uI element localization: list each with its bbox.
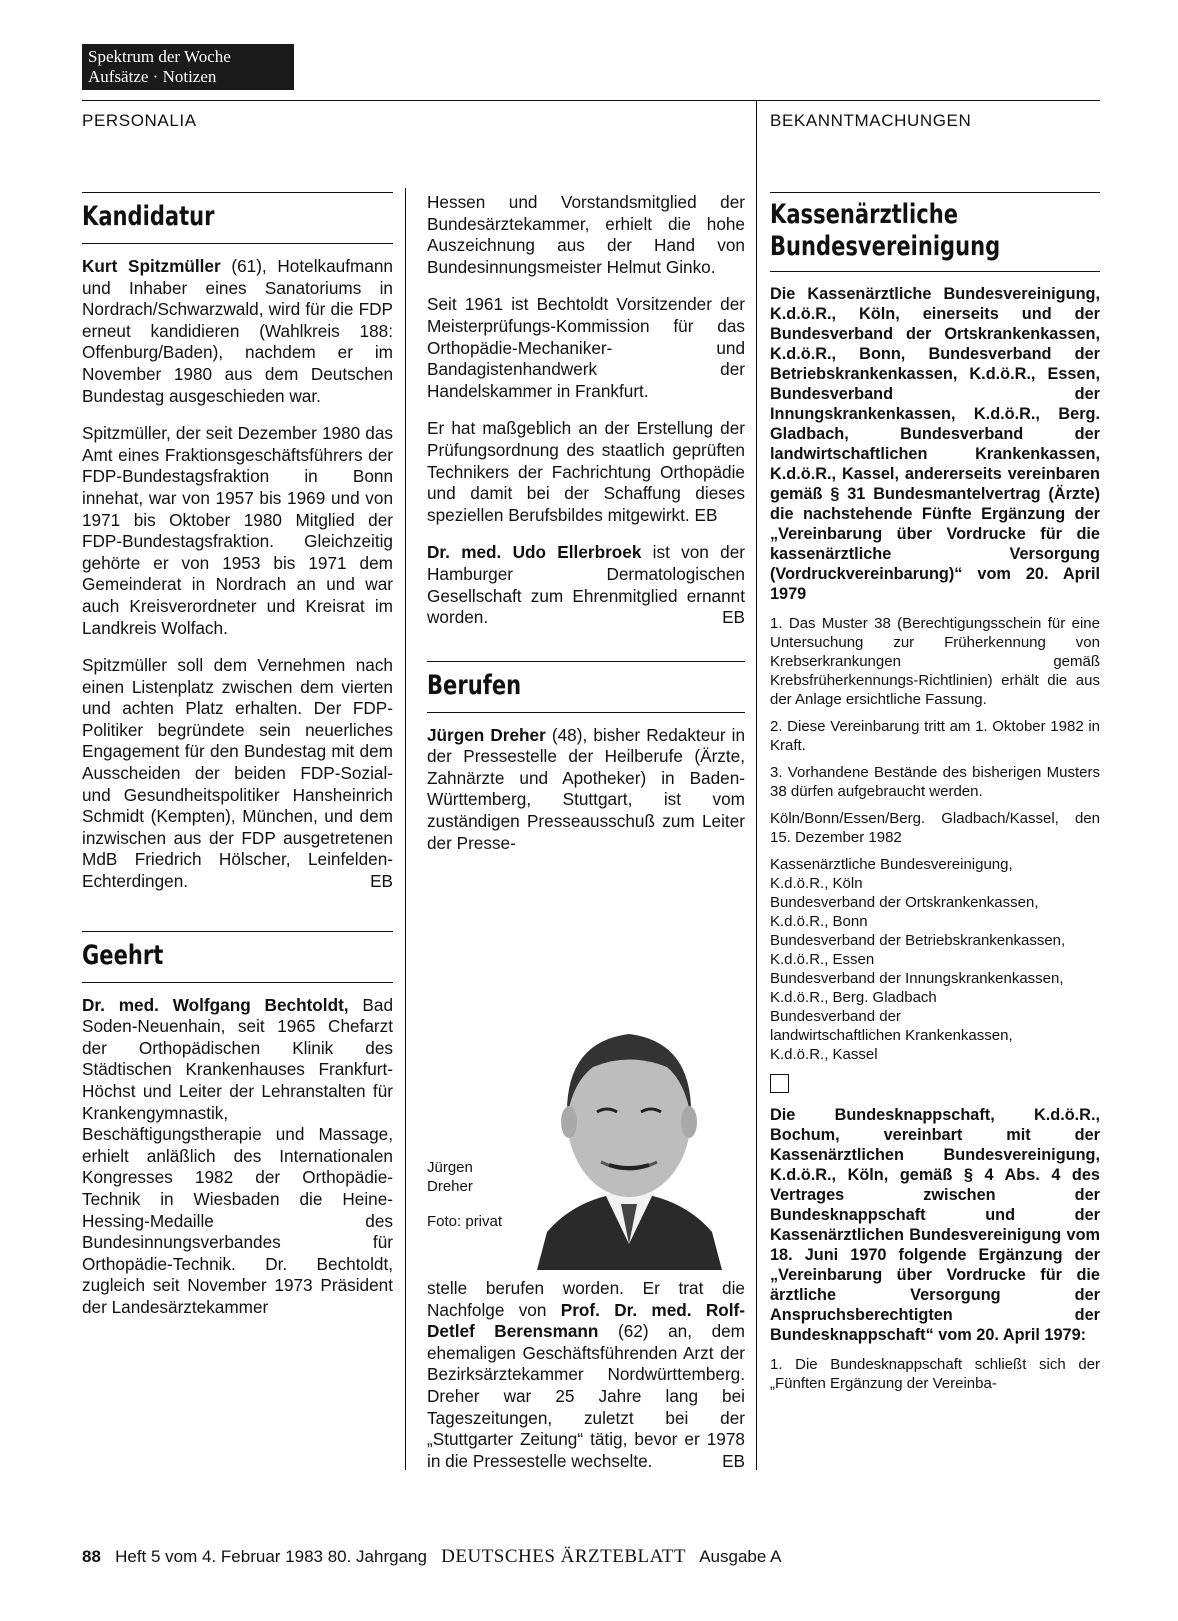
journal-title: DEUTSCHES ÄRZTEBLATT <box>441 1546 686 1567</box>
geehrt-paragraph-3: Er hat maßgeblich an der Erstellung der Prüfungsordnung des staatlich geprüften Technikers der Fachrichtung Orthopädie und damit bei der Schaffung dieses speziellen Berufsbildes mitgewirkt. EB <box>427 418 745 525</box>
signatory-line: landwirtschaftlichen Krankenkassen, <box>770 1027 1013 1044</box>
portrait-photo <box>517 982 742 1270</box>
page-number: 88 <box>82 1547 101 1566</box>
bk-intro: Die Bundesknappschaft, K.d.ö.R., Bochum, vereinbart mit der Kassenärztlichen Bundesvereinigung, K.d.ö.R., Köln, gemäß § 4 Abs. 4 des Vertrages zwischen der Bundesknappschaft und der Kassenärztlichen Bundesvereinigung vom 18. Juni 1970 folgende Ergänzung der „Vereinbarung über Vordrucke für die ärztliche Versorgung der Anspruchsberechtigten der Bundesknappschaft“ vom 20. April 1979: <box>770 1106 1100 1344</box>
kbv-item-2: 2. Diese Vereinbarung tritt am 1. Oktober 1982 in Kraft. <box>770 718 1100 754</box>
kandidatur-paragraph-1: Kurt Spitzmüller (61), Hotelkaufmann und Inhaber eines Sanatoriums in Nordrach/Schwarzwald, wird für die FDP erneut kandidieren (Wahlkreis 188: Offenburg/Baden), nachdem er im November 1980 aus dem Deutschen Bundestag ausgeschieden war. <box>82 256 393 406</box>
rubric-line-1: Spektrum der Woche <box>88 47 231 66</box>
kbv-item-3: 3. Vorhandene Bestände des bisherigen Musters 38 dürfen aufgebraucht werden. <box>770 764 1100 800</box>
signatory-line: Bundesverband der Betriebskrankenkassen, <box>770 932 1066 949</box>
kandidatur-header <box>82 192 393 244</box>
signatory-line: K.d.ö.R., Berg. Gladbach <box>770 989 937 1006</box>
edition: Ausgabe A <box>699 1547 782 1566</box>
geehrt-heading: Geehrt <box>82 939 164 971</box>
geehrt-paragraph-1-continued: Hessen und Vorstandsmitglied der Bundesärztekammer, erhielt die hohe Auszeichnung aus der Hand von Bundesinnungsmeister Helmut Ginko. <box>427 192 745 277</box>
kandidatur-paragraph-3: Spitzmüller soll dem Vernehmen nach einen Listenplatz zwischen dem vierten und achten Platz erhalten. Der FDP-Politiker begründete sein neuerliches Engagement für den Bundestag mit dem Ausscheiden der beiden FDP-Sozial- und Gesundheitspolitiker Hansheinrich Schmidt (Kempten), München, und dem inzwischen aus der FDP ausgetretenen MdB Friedrich Hölscher, Leinfelden-Echterdingen. EB <box>82 655 393 892</box>
author-mark: EB <box>370 871 393 892</box>
section-label-personalia: PERSONALIA <box>82 111 197 130</box>
portrait-figure <box>427 982 745 1272</box>
berufen-header <box>427 661 745 713</box>
berufen-paragraph-2: stelle berufen worden. Er trat die Nachfolge von Prof. Dr. med. Rolf-Detlef Berensmann (62) an, dem ehemaligen Geschäftsführenden Arzt der Bezirksärztekammer Nordwürttemberg. Dreher war 25 Jahre lang bei Tageszeitungen, zuletzt bei der „Stuttgarter Zeitung“ tätig, bevor er 1978 in die Pressestelle wechselte. EB <box>427 1278 745 1471</box>
kbv-header <box>770 192 1100 272</box>
geehrt-paragraph-2: Seit 1961 ist Bechtoldt Vorsitzender der Meisterprüfungs-Kommission für das Orthopädie-Mechaniker- und Bandagistenhandwerk der Handelskammer in Frankfurt. <box>427 294 745 401</box>
photo-caption: Jürgen Dreher Foto: privat <box>427 1159 503 1230</box>
kbv-signatories <box>770 855 1100 1064</box>
signatory-line: Bundesverband der Ortskrankenkassen, <box>770 894 1039 911</box>
signatory-line: K.d.ö.R., Köln <box>770 875 863 892</box>
berufen-heading: Berufen <box>427 669 522 701</box>
column-divider-2 <box>756 100 757 1470</box>
signatory-line: Kassenärztliche Bundesvereinigung, <box>770 856 1013 873</box>
author-mark: EB <box>722 607 745 628</box>
signatory-line: K.d.ö.R., Essen <box>770 951 875 968</box>
geehrt-paragraph-1: Dr. med. Wolfgang Bechtoldt, Bad Soden-Neuenhain, seit 1965 Chefarzt der Orthopädischen Klinik des Städtischen Krankenhauses Frankfurt-Höchst und Leiter der Lehranstalten für Krankengymnastik, Beschäftigungstherapie und Massage, erhielt anläßlich des Internationalen Kongresses 1982 der Orthopädie-Technik in Wiesbaden die Heine-Hessing-Medaille des Bundesinnungsverbandes für Orthopädie-Technik. Dr. Bechtoldt, zugleich seit November 1973 Präsident der Landesärztekammer <box>82 994 394 1317</box>
column-1 <box>82 192 393 1335</box>
photo-credit: Foto: privat <box>427 1213 503 1230</box>
column-3 <box>770 192 1100 1401</box>
berufen-paragraph-1: Jürgen Dreher (48), bisher Redakteur in der Pressestelle der Heilberufe (Ärzte, Zahnärzte und Apotheker) in Baden-Württemberg, Stuttgart, ist vom zuständigen Presseausschuß zum Leiter der Presse- <box>427 724 746 853</box>
kandidatur-person-name: Kurt Spitzmüller <box>82 256 221 276</box>
issue-info: Heft 5 vom 4. Februar 1983 80. Jahrgang <box>115 1547 427 1566</box>
geehrt-header <box>82 931 393 983</box>
geehrt-person-name: Dr. med. Wolfgang Bechtoldt, <box>82 994 349 1015</box>
kbv-place-date: Köln/Bonn/Essen/Berg. Gladbach/Kassel, den 15. Dezember 1982 <box>770 810 1100 846</box>
column-divider-1 <box>405 188 406 1470</box>
signatory-line: Bundesverband der <box>770 1008 901 1025</box>
page-footer <box>82 1546 781 1568</box>
signatory-line: Bundesverband der Innungskrankenkassen, <box>770 970 1064 987</box>
kbv-heading-line-1: Kassenärztliche <box>770 199 959 230</box>
bk-item-1: 1. Die Bundesknappschaft schließt sich der „Fünften Ergänzung der Vereinba- <box>770 1356 1100 1392</box>
kandidatur-paragraph-2: Spitzmüller, der seit Dezember 1980 das Amt eines Fraktionsgeschäftsführers der FDP-Bundestagsfraktion in Bonn innehat, war von 1957 bis 1969 und von 1971 bis Oktober 1980 Mitglied der FDP-Bundestagsfraktion. Gleichzeitig gehörte er von 1953 bis 1971 dem Gemeinderat in Nordrach an und war auch Kreisverordneter und Kreisrat im Landkreis Wolfach. <box>82 423 393 638</box>
kbv-intro: Die Kassenärztliche Bundesvereinigung, K.d.ö.R., Köln, einerseits und der Bundesverband der Ortskrankenkassen, K.d.ö.R., Bonn, Bundesverband der Betriebskrankenkassen, K.d.ö.R., Essen, Bundesverband der Innungskrankenkassen, K.d.ö.R., Berg. Gladbach, Bundesverband der landwirtschaftlichen Krankenkassen, K.d.ö.R., Kassel, andererseits vereinbaren gemäß § 31 Bundesmantelvertrag (Ärzte) die nachstehende Fünfte Ergänzung der „Vereinbarung über Vordrucke für die kassenärztliche Versorgung (Vordruckvereinbarung)“ vom 20. April 1979 <box>770 285 1100 603</box>
column-2 <box>427 192 745 870</box>
section-box-marker <box>770 1074 789 1093</box>
dreher-name: Jürgen Dreher <box>427 724 546 745</box>
author-mark: EB <box>722 1450 745 1471</box>
berensmann-name: Prof. Dr. med. Rolf-Detlef Berensmann <box>427 1299 745 1342</box>
column-2-lower <box>427 1278 745 1488</box>
kbv-heading-line-2: Bundesvereinigung <box>770 231 1001 262</box>
kbv-item-1: 1. Das Muster 38 (Berechtigungsschein für eine Untersuchung zur Früherkennung von Krebserkrankungen gemäß Krebsfrüherkennungs-Richtlinien) erhält die aus der Anlage ersichtliche Fassung. <box>770 615 1100 708</box>
signatory-line: K.d.ö.R., Kassel <box>770 1046 878 1063</box>
rubric-line-2: Aufsätze · Notizen <box>88 67 217 86</box>
section-rubric <box>82 44 294 90</box>
section-label-bekanntmachungen: BEKANNTMACHUNGEN <box>770 111 972 130</box>
ellerbroek-paragraph: Dr. med. Udo Ellerbroek ist von der Hamburger Dermatologischen Gesellschaft zum Ehrenmitglied ernannt worden. EB <box>427 542 745 628</box>
kandidatur-heading: Kandidatur <box>82 201 215 232</box>
ellerbroek-name: Dr. med. Udo Ellerbroek <box>427 542 642 563</box>
signatory-line: K.d.ö.R., Bonn <box>770 913 868 930</box>
author-mark: EB <box>694 504 718 525</box>
top-rule <box>82 100 1100 101</box>
